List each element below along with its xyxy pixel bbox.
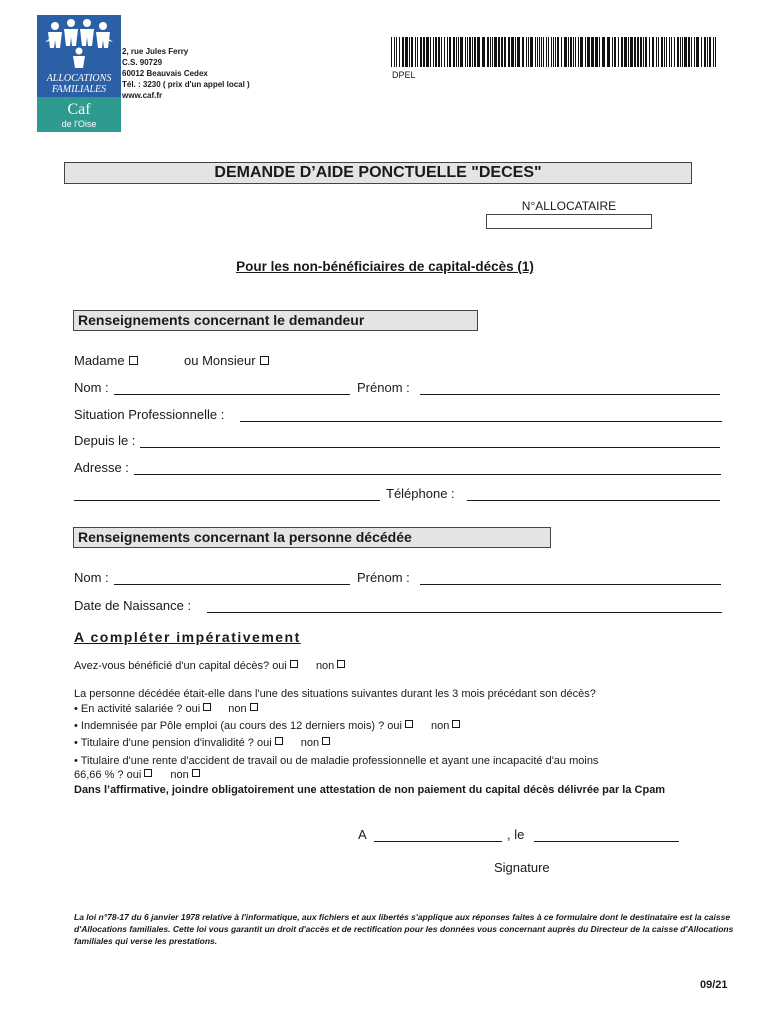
logo-blue-block [37, 15, 121, 97]
pole-emploi-oui-checkbox[interactable] [405, 720, 413, 728]
form-version: 09/21 [700, 979, 728, 991]
address-city: 60012 Beauvais Cedex [122, 69, 208, 78]
signature-label: Signature [494, 860, 550, 875]
capital-oui-checkbox[interactable] [290, 660, 298, 668]
decede-nom-field[interactable] [114, 584, 350, 585]
section-decede-header: Renseignements concernant la personne décédée [73, 527, 551, 548]
lieu-field[interactable] [374, 841, 502, 842]
decede-prenom-label: Prénom : [357, 570, 410, 585]
date-label: , le [507, 827, 525, 842]
decede-prenom-field[interactable] [420, 584, 721, 585]
logo-caf-text: Caf [67, 101, 91, 118]
invalidite-oui-checkbox[interactable] [275, 737, 283, 745]
item-rente-text-2: 66,66 % ? oui [74, 769, 142, 781]
bullet-icon: • [74, 737, 78, 749]
form-title: DEMANDE D’AIDE PONCTUELLE "DECES" [64, 162, 692, 184]
decede-nom-label: Nom : [74, 570, 109, 585]
allocataire-label: N°ALLOCATAIRE [521, 199, 617, 213]
madame-checkbox[interactable] [129, 356, 138, 365]
barcode-label: DPEL [392, 70, 416, 80]
item-activite [74, 703, 258, 715]
form-subtitle: Pour les non-bénéficiaires de capital-décès (1) [236, 259, 534, 274]
bullet-icon: • [74, 720, 78, 732]
logo-text-line1: ALLOCATIONS [46, 73, 112, 84]
family-figures-icon [43, 18, 115, 70]
item-pole-emploi-text: Indemnisée par Pôle emploi (au cours des 12 derniers mois) ? oui [80, 720, 402, 732]
invalidite-non-label: non [300, 737, 320, 749]
depuis-field[interactable] [140, 447, 720, 448]
address-phone: Tél. : 3230 ( prix d'un appel local ) [122, 80, 250, 89]
item-invalidite [74, 737, 330, 749]
nom-label: Nom : [74, 380, 109, 395]
naissance-label: Date de Naissance : [74, 598, 192, 613]
situation-field[interactable] [240, 421, 722, 422]
madame-option[interactable] [74, 353, 138, 368]
nom-field[interactable] [114, 394, 350, 395]
caf-address [122, 46, 250, 101]
monsieur-checkbox[interactable] [260, 356, 269, 365]
affirmative-notice: Dans l’affirmative, joindre obligatoirement une attestation de non paiement du capital décès délivrée par la Cpam [74, 784, 666, 796]
date-field[interactable] [534, 841, 679, 842]
madame-label: Madame [74, 353, 125, 368]
activite-oui-checkbox[interactable] [203, 703, 211, 711]
depuis-label: Depuis le : [74, 433, 136, 448]
activite-non-label: non [228, 703, 247, 715]
adresse-line2-field[interactable] [74, 500, 380, 501]
capital-question-text: Avez-vous bénéficié d'un capital décès? oui [74, 660, 287, 672]
adresse-label: Adresse : [74, 460, 129, 475]
legal-notice: La loi n°78-17 du 6 janvier 1978 relative à l'informatique, aux fichiers et aux libertés s'applique aux réponses faites à ce formulaire dont le destinataire est la caisse d'Allocations familiales. Cette loi vous garantit un droit d'accès et de rectification pour les données vous concernant auprès du Directeur de la caisse d'Allocations familiales qui verse les prestations. [74, 912, 734, 946]
adresse-field[interactable] [134, 474, 721, 475]
barcode [391, 37, 717, 67]
bullet-icon: • [74, 755, 78, 767]
prenom-field[interactable] [420, 394, 720, 395]
address-web: www.caf.fr [122, 91, 163, 100]
logo-text-line2: FAMILIALES [51, 84, 107, 95]
situation-label: Situation Professionnelle : [74, 407, 225, 422]
allocataire-number-field[interactable] [486, 214, 652, 229]
item-rente-line2 [74, 769, 200, 781]
item-rente-line1 [74, 755, 598, 767]
pole-emploi-non-label: non [430, 720, 450, 732]
item-pole-emploi [74, 720, 460, 732]
capital-non-label: non [315, 660, 335, 672]
situations-question: La personne décédée était-elle dans l'une des situations suivantes durant les 3 mois précédant son décès? [74, 688, 596, 700]
telephone-label: Téléphone : [386, 486, 455, 501]
naissance-field[interactable] [207, 612, 722, 613]
capital-question [74, 660, 345, 672]
prenom-label: Prénom : [357, 380, 410, 395]
logo-department-text: de l'Oise [61, 119, 97, 129]
address-street: 2, rue Jules Ferry [122, 47, 189, 56]
monsieur-option[interactable] [184, 353, 269, 368]
bullet-icon: • [74, 703, 78, 715]
caf-logo [37, 15, 121, 132]
section-demandeur-header: Renseignements concernant le demandeur [73, 310, 478, 331]
capital-non-checkbox[interactable] [337, 660, 345, 668]
invalidite-non-checkbox[interactable] [322, 737, 330, 745]
lieu-label: A [358, 827, 367, 842]
monsieur-label: ou Monsieur [184, 353, 256, 368]
rente-oui-checkbox[interactable] [144, 769, 152, 777]
item-rente-text: Titulaire d'une rente d'accident de travail ou de maladie professionnelle et ayant une incapacité d'au moins [80, 755, 599, 767]
rente-non-label: non [170, 769, 189, 781]
item-activite-text: En activité salariée ? oui [80, 703, 201, 715]
item-invalidite-text: Titulaire d'une pension d'invalidité ? oui [80, 737, 272, 749]
address-cs: C.S. 90729 [122, 58, 163, 67]
activite-non-checkbox[interactable] [250, 703, 258, 711]
pole-emploi-non-checkbox[interactable] [452, 720, 460, 728]
rente-non-checkbox[interactable] [192, 769, 200, 777]
telephone-field[interactable] [467, 500, 720, 501]
imperatif-heading: A compléter impérativement [74, 629, 301, 645]
